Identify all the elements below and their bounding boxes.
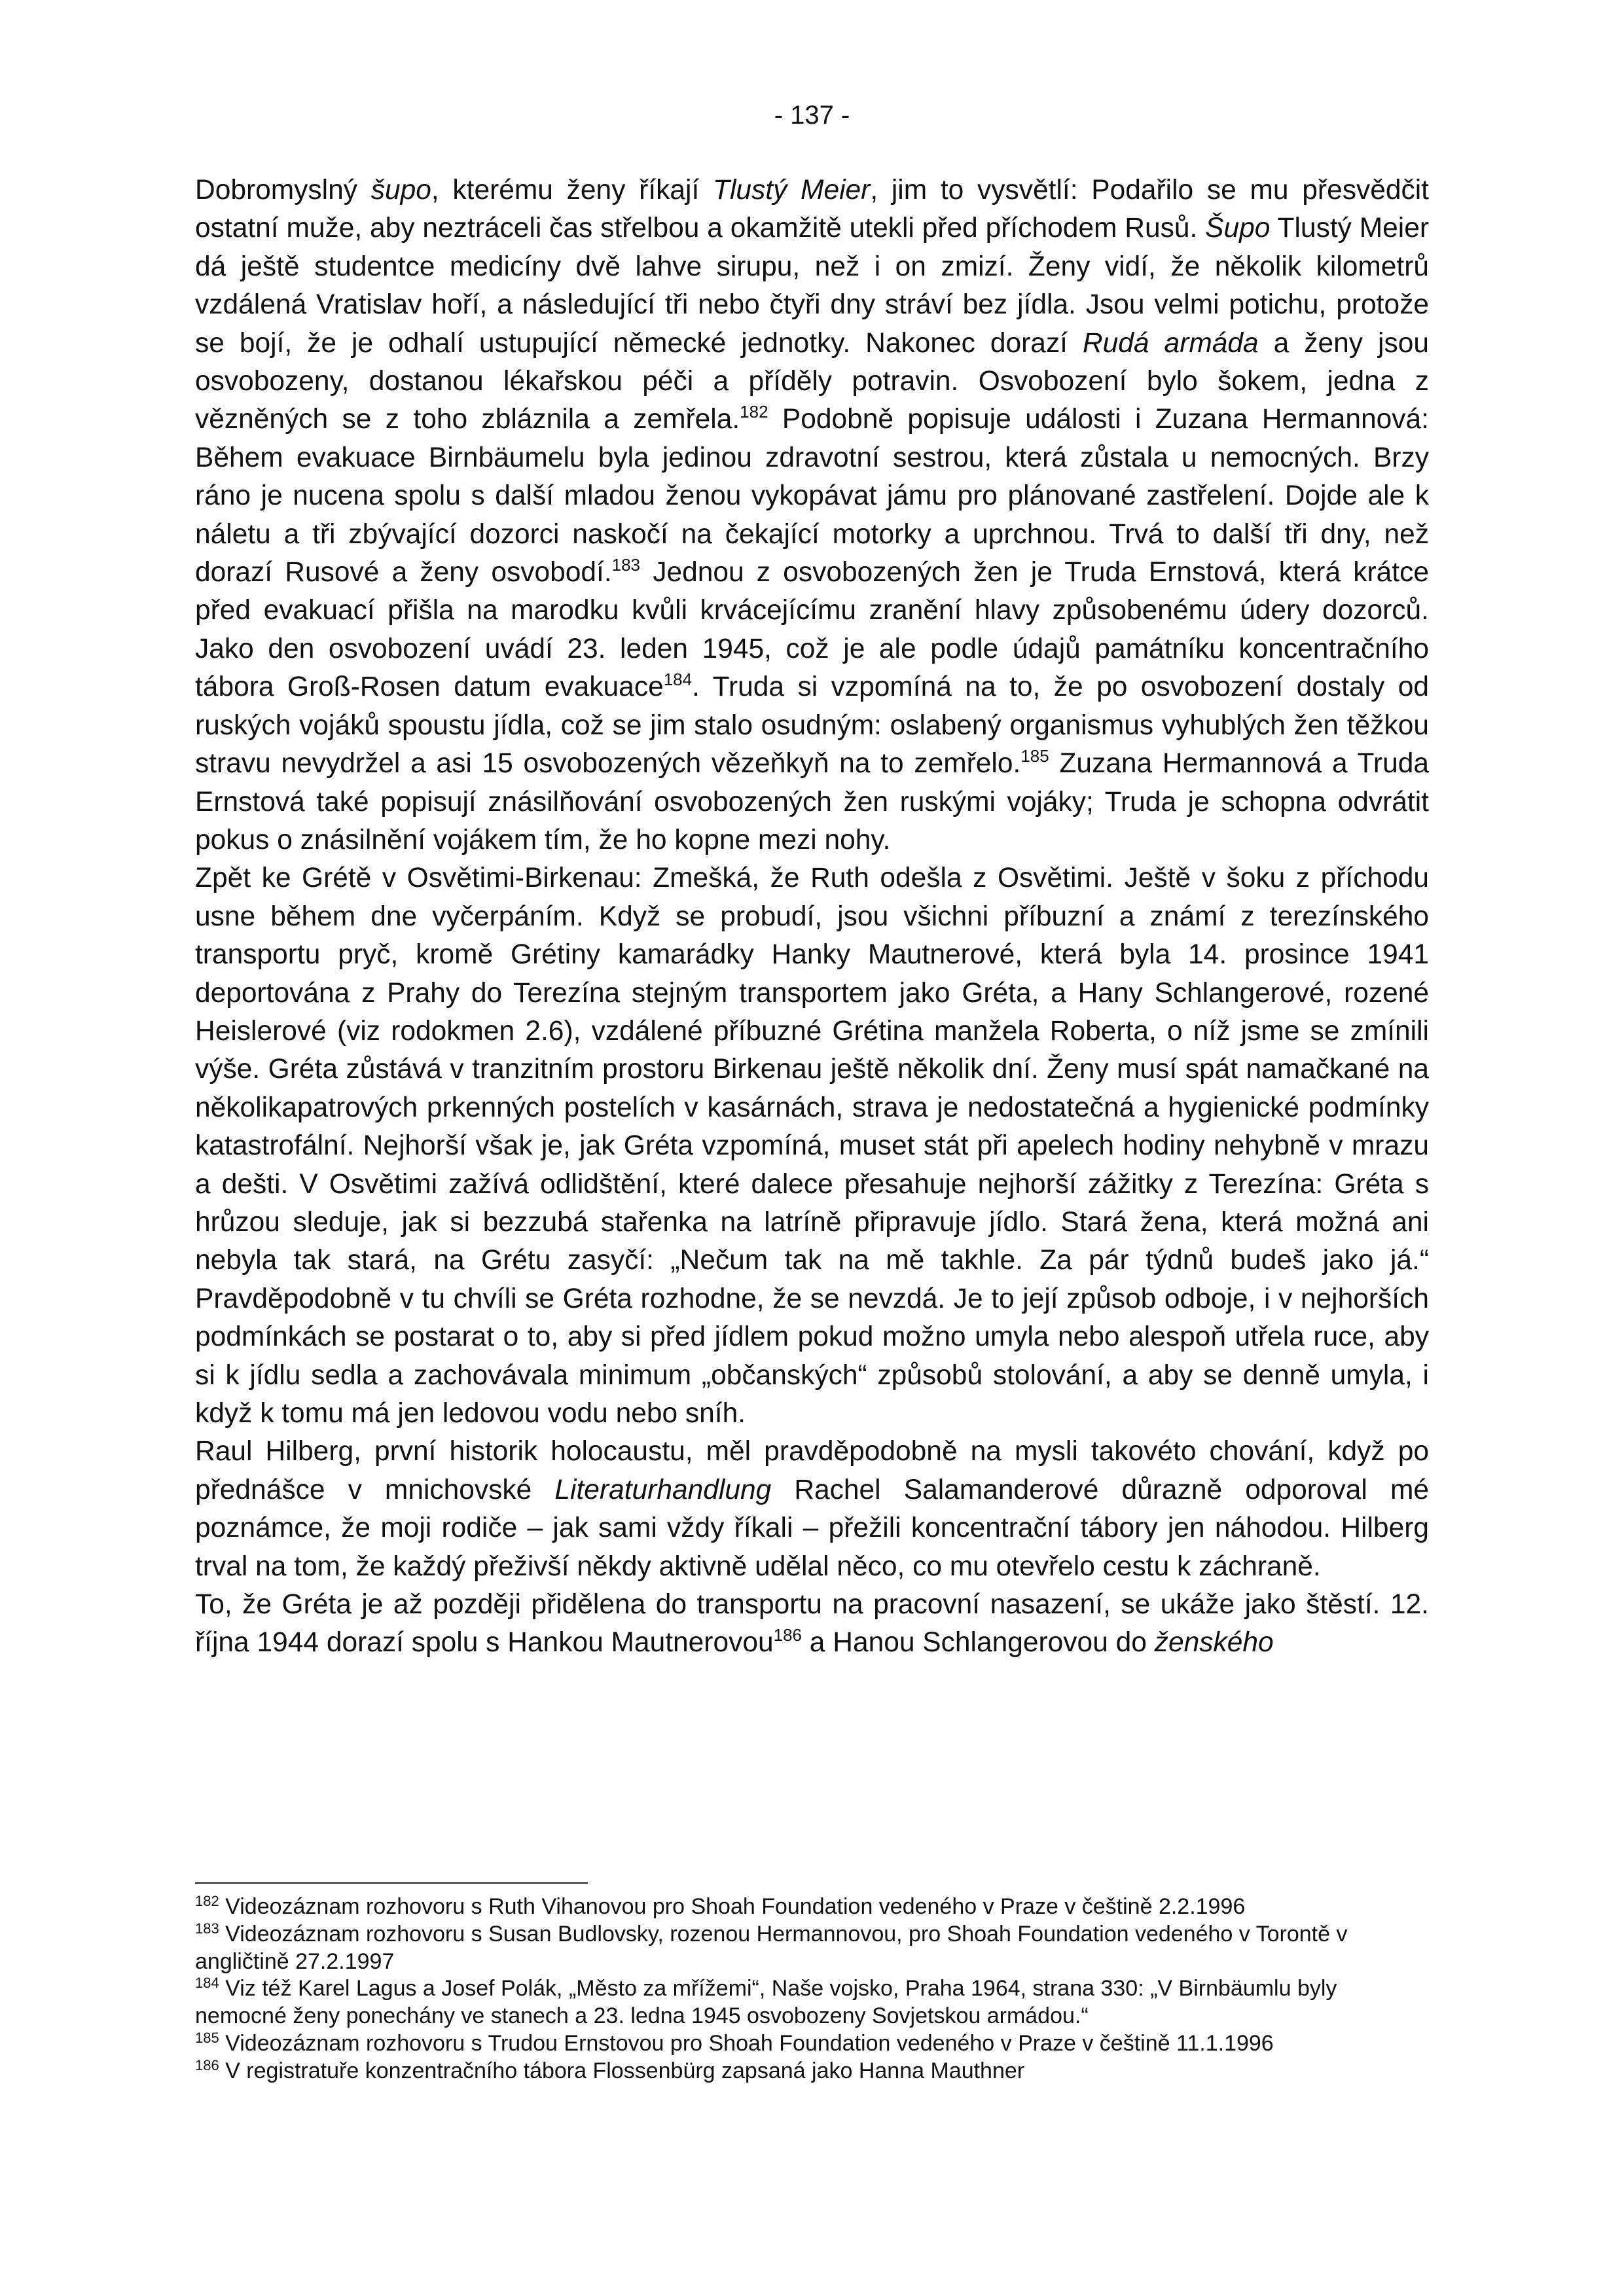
- text-run: a ženy jsou osvobozeny, dostanou lékařskou péči a příděly potravin. Osvobození bylo šokem, jedna z vězněných se z toho zbláznila a zemřela.: [195, 327, 1429, 435]
- paragraph: [195, 1433, 1429, 1586]
- footnote-text: Videozáznam rozhovoru s Ruth Vihanovou pro Shoah Foundation vedeného v Praze v češtině 2.2.1996: [219, 1894, 1246, 1919]
- footnote-number: 184: [195, 1975, 219, 1992]
- footnote-text: Videozáznam rozhovoru s Trudou Ernstovou pro Shoah Foundation vedeného v Praze v češtině 11.1.1996: [219, 2030, 1274, 2056]
- footnote: [195, 1893, 1429, 1921]
- footnotes: [195, 1893, 1429, 2085]
- page-number: - 137 -: [774, 101, 850, 130]
- footnote: [195, 2058, 1429, 2085]
- text-run: , jim to vysvětlí: Podařilo se mu přesvědčit ostatní muže, aby neztráceli čas střelbou a okamžitě utekli před příchodem Rusů.: [195, 175, 1429, 244]
- italic-text: Rudá armáda: [1082, 327, 1259, 359]
- paragraph: [195, 859, 1429, 1433]
- footnote: [195, 1975, 1429, 2030]
- footnote: [195, 1921, 1429, 1976]
- footnote-number: 182: [195, 1893, 219, 1909]
- text-run: a Hanou Schlangerovou do: [802, 1627, 1155, 1659]
- italic-text: Šupo: [1205, 213, 1271, 244]
- text-run: . Truda si vzpomíná na to, že po osvobození dostaly od ruských vojáků spoustu jídla, což se jim stalo osudným: oslabený organismus vyhublých žen těžkou stravu nevydržel a asi 15 osvobozených vězeňkyň na to zemřelo.: [195, 672, 1429, 780]
- text-run: Dobromyslný: [195, 175, 371, 206]
- italic-text: Literaturhandlung: [554, 1474, 772, 1505]
- footnote-number: 185: [195, 2029, 219, 2046]
- body-text: [195, 171, 1429, 1662]
- italic-text: šupo: [370, 175, 431, 206]
- text-run: Rachel Salamanderové důrazně odporoval mé poznámce, že moji rodiče – jak sami vždy říkali – přežili koncentrační tábory jen náhodou. Hilberg trval na tom, že každý přeživší někdy aktivně udělal něco, co mu otevřelo cestu k záchraně.: [195, 1474, 1429, 1582]
- footnote-text: V registratuře konzentračního tábora Flossenbürg zapsaná jako Hanna Mauthner: [219, 2058, 1025, 2083]
- footnote: [195, 2030, 1429, 2058]
- footnote-ref: 182: [740, 402, 768, 422]
- text-run: Zpět ke Grétě v Osvětimi-Birkenau: Zmešká, že Ruth odešla z Osvětimi. Ještě v šoku z příchodu usne během dne vyčerpáním. Když se probudí, jsou všichni příbuzní a známí z terezínského transportu pryč, kromě Grétiny kamarádky Hanky Mautnerové, která byla 14. prosince 1941 deportována z Prahy do Terezína stejným transportem jako Gréta, a Hany Schlangerové, rozené Heislerové (viz rodokmen 2.6), vzdálené příbuzné Grétina manžela Roberta, o níž jsme se zmínili výše. Gréta zůstává v tranzitním prostoru Birkenau ještě několik dní. Ženy musí spát namačkané na několikapatrových prkenných postelích v kasárnách, strava je nedostatečná a hygienické podmínky katastrofální. Nejhorší však je, jak Gréta vzpomíná, muset stát při apelech hodiny nehybně v mrazu a dešti. V Osvětimi zažívá odlidštění, které dalece přesahuje nejhorší zážitky z Terezína: Gréta s hrůzou sleduje, jak si bezzubá stařenka na latríně připravuje jídlo. Stará žena, která možná ani nebyla tak stará, na Grétu zasyčí: „Nečum tak na mě takhle. Za pár týdnů budeš jako já.“ Pravděpodobně v tu chvíli se Gréta rozhodne, že se nevzdá. Je to její způsob odboje, i v nejhorších podmínkách se postarat o to, aby si před jídlem pokud možno umyla nebo alespoň utřela ruce, aby si k jídlu sedla a zachovávala minimum „občanských“ způsobů stolování, a aby se denně umyla, i když k tomu má jen ledovou vodu nebo sníh.: [195, 863, 1429, 1429]
- footnote-ref: 186: [773, 1625, 802, 1645]
- footnote-number: 186: [195, 2056, 219, 2073]
- paragraph: [195, 1586, 1429, 1662]
- text-run: , kterému ženy říkají: [431, 175, 713, 206]
- footnote-number: 183: [195, 1920, 219, 1937]
- italic-text: ženského: [1154, 1627, 1274, 1659]
- text-run: Tlustý Meier dá ještě studentce medicíny dvě lahve sirupu, než i on zmizí. Ženy vidí, že několik kilometrů vzdálená Vratislav hoří, a následující tři nebo čtyři dny stráví bez jídla. Jsou velmi potichu, protože se bojí, že je odhalí ustupující německé jednotky. Nakonec dorazí: [195, 213, 1430, 359]
- text-run: To, že Gréta je až později přidělena do transportu na pracovní nasazení, se ukáže jako štěstí. 12. října 1944 dorazí spolu s Hankou Mautnerovou: [195, 1589, 1429, 1659]
- text-run: Raul Hilberg, první historik holocaustu, měl pravděpodobně na mysli takovéto chování, když po přednášce v mnichovské: [195, 1436, 1429, 1505]
- footnote-text: Videozáznam rozhovoru s Susan Budlovsky, rozenou Hermannovou, pro Shoah Foundation vedeného v Torontě v angličtině 27.2.1997: [195, 1921, 1348, 1974]
- text-run: Jednou z osvobozených žen je Truda Ernstová, která krátce před evakuací přišla na marodku kvůli krvácejícímu zranění hlavy způsobenému údery dozorců. Jako den osvobození uvádí 23. leden 1945, což je ale podle údajů památníku koncentračního tábora Groß-Rosen datum evakuace: [195, 557, 1429, 703]
- footnote-ref: 183: [611, 555, 641, 575]
- text-run: Zuzana Hermannová a Truda Ernstová také popisují znásilňování osvobozených žen ruskými vojáky; Truda je schopna odvrátit pokus o znásilnění vojákem tím, že ho kopne mezi nohy.: [195, 748, 1429, 855]
- footnote-separator: [195, 1882, 588, 1884]
- footnote-ref: 184: [663, 670, 693, 690]
- footnote-ref: 185: [1020, 746, 1049, 766]
- footnote-text: Viz též Karel Lagus a Josef Polák, „Město za mřížemi“, Naše vojsko, Praha 1964, strana 330: „V Birnbäumlu byly nemocné ženy ponechány ve stanech a 23. ledna 1945 osvobozeny Sovjetskou armádou.“: [195, 1976, 1337, 2029]
- paragraph: [195, 171, 1429, 859]
- italic-text: Tlustý Meier: [712, 175, 871, 206]
- text-run: Podobně popisuje události i Zuzana Hermannová: Během evakuace Birnbäumelu byla jedinou zdravotní sestrou, která zůstala u nemocných. Brzy ráno je nucena spolu s další mladou ženou vykopávat jámu pro plánované zastřelení. Dojde ale k náletu a tři zbývající dozorci naskočí na čekající motorky a uprchnou. Trvá to další tři dny, než dorazí Rusové a ženy osvobodí.: [195, 404, 1429, 588]
